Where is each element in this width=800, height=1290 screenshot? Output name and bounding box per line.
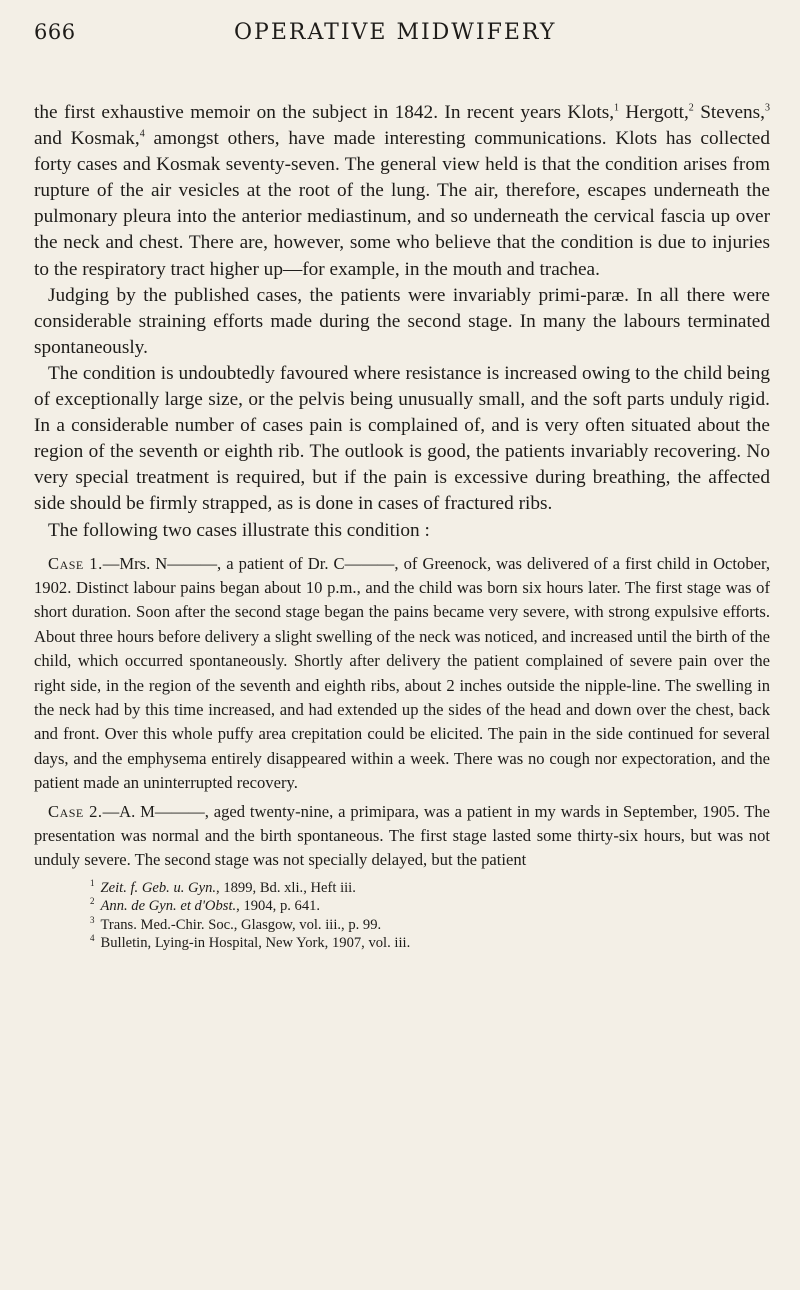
body-text [34,100,770,873]
paragraph-1-part-5: amongst others, have made interesting communications. Klots has collected forty cases and Kosmak seventy-seven. The general view held is that the condition arises from rupture of the air vesicles at the root of the lung. The air, therefore, escapes underneath the pulmonary pleura into the anterior mediastinum, and so underneath the cervical fascia up over the neck and chest. There are, however, some who believe that the condition is due to injuries to the respiratory tract higher up—for example, in the mouth and trachea. [34,128,770,280]
case-1 [34,552,770,796]
footnote-4-text: Bulletin, Lying-in Hospital, New York, 1907, vol. iii. [100,935,411,952]
paragraph-1-part-1: the first exhaustive memoir on the subject in 1842. In recent years Klots, [34,102,615,123]
footnote-3-mark: 3 [90,914,95,925]
footnote-ref-4: 4 [139,128,145,140]
footnote-1-mark: 1 [90,878,95,889]
footnote-3 [90,916,770,934]
footnote-1-journal: Zeit. f. Geb. u. Gyn. [100,879,217,896]
paragraph-1-part-2: Hergott, [619,102,689,123]
paragraph-4: The following two cases illustrate this condition : [48,519,430,541]
footnote-ref-1: 1 [614,102,620,114]
page-number: 666 [34,20,76,44]
footnote-4-mark: 4 [90,933,95,944]
paragraph-2: Judging by the published cases, the patients were invariably primi-paræ. In all there were considerable straining efforts made during the second stage. In many the labours terminated spontaneously. [34,284,770,358]
paragraph-3: The condition is undoubtedly favoured where resistance is increased owing to the child being of exceptionally large size, or the pelvis being unusually small, and the soft parts unduly rigid. In a considerable number of cases pain is complained of, and is very often situated about the region of the seventh or eighth rib. The outlook is good, the patients invariably recovering. No very special treatment is required, but if the pain is excessive during breathing, the affected side should be firmly strapped, as is done in cases of fractured ribs. [34,362,770,515]
case-2-text: —A. M———, aged twenty-nine, a primipara, was a patient in my wards in September, 1905. The presentation was normal and the birth spontaneous. The first stage lasted some thirty-six hours, but was not unduly severe. The second stage was not specially delayed, but the patient [34,801,770,870]
running-head: OPERATIVE MIDWIFERY [234,20,557,45]
case-2 [34,800,770,873]
footnote-3-text: Trans. Med.-Chir. Soc., Glasgow, vol. iii., p. 99. [100,916,382,933]
footnote-1 [90,879,770,897]
page-header [34,16,770,64]
footnote-2 [90,897,770,915]
footnote-2-text: , 1904, p. 641. [236,898,321,915]
paragraph-1-part-3: Stevens, [693,102,765,123]
case-1-text: —Mrs. N———, a patient of Dr. C———, of Greenock, was delivered of a first child in October, 1902. Distinct labour pains began about 10 p.m., and the child was born six hours later. The first stage was of short duration. Soon after the second stage began the pains became very severe, with strong expulsive efforts. About three hours before delivery a slight swelling of the neck was noticed, and increased until the birth of the child, which occurred spontaneously. Shortly after delivery the patient complained of severe pain over the right side, in the region of the seventh and eighth ribs, about 2 inches outside the nipple-line. The swelling in the neck had by this time increased, and had extended up the sides of the head and down over the chest, back and front. Over this whole puffy area crepitation could be elicited. The pain in the side continued for several days, and the emphysema entirely disappeared within a week. There was no cough nor expectoration, and the patient made an uninterrupted recovery. [34,553,770,793]
footnote-1-text: , 1899, Bd. xli., Heft iii. [216,879,356,896]
case-2-label: Case 2. [48,801,103,821]
footnotes [34,879,770,953]
paragraph-1-part-4: and Kosmak, [34,128,140,150]
footnote-2-mark: 2 [90,896,95,907]
footnote-ref-3: 3 [765,102,770,114]
case-1-label: Case 1. [48,553,103,573]
book-page [34,16,770,953]
footnote-ref-2: 2 [688,102,694,114]
paragraph-1 [34,100,770,283]
footnote-4 [90,934,770,952]
footnote-2-journal: Ann. de Gyn. et d'Obst. [100,898,237,915]
